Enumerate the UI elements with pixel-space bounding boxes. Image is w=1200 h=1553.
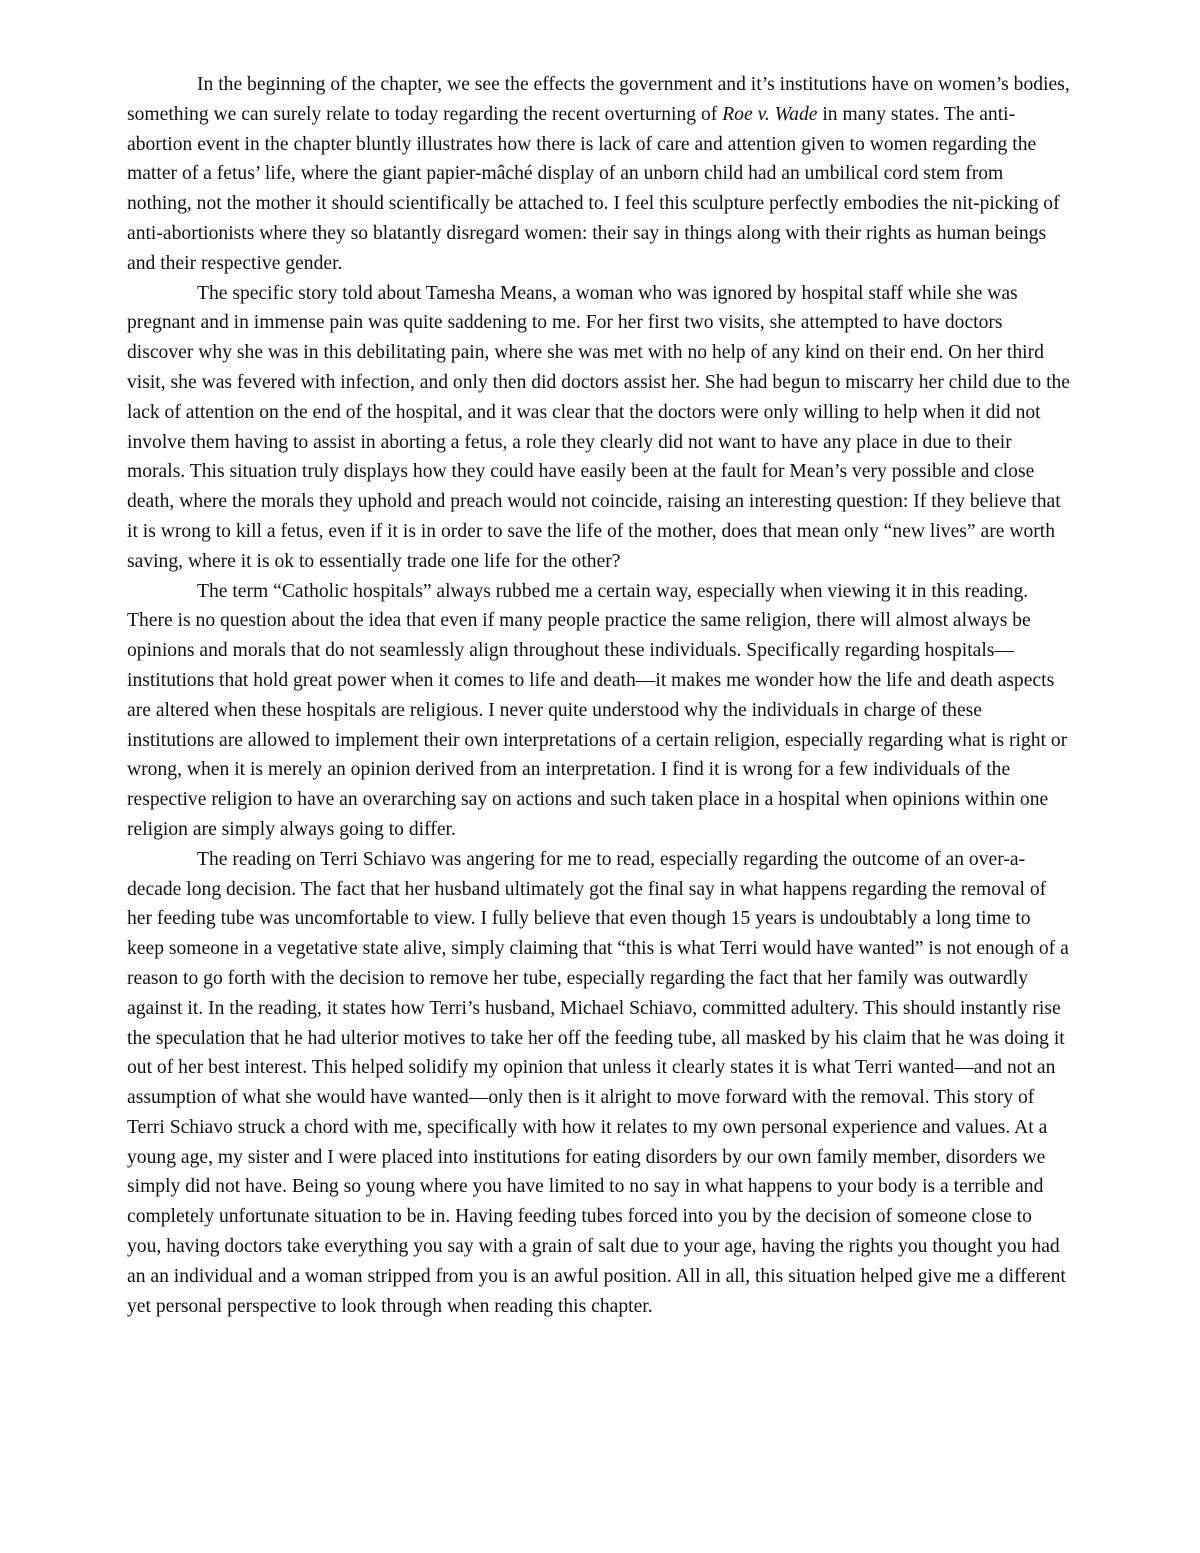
paragraph-tamesha-means: The specific story told about Tamesha Means, a woman who was ignored by hospital staff while she was pregnant and in immense pain was quite saddening to me. For her first two visits, she attempted to have doctors discover why she was in this debilitating pain, where she was met with no help of any kind on their end. On her third visit, she was fevered with infection, and only then did doctors assist her. She had begun to miscarry her child due to the lack of attention on the end of the hospital, and it was clear that the doctors were only willing to help when it did not involve them having to assist in aborting a fetus, a role they clearly did not want to have any place in due to their morals. This situation truly displays how they could have easily been at the fault for Mean’s very possible and close death, where the morals they uphold and preach would not coincide, raising an interesting question: If they believe that it is wrong to kill a fetus, even if it is in order to save the life of the mother, does that mean only “new lives” are worth saving, where it is ok to essentially trade one life for the other? bbox=[127, 282, 1071, 572]
paragraph-terri-schiavo: The reading on Terri Schiavo was angering for me to read, especially regarding the outcome of an over-a-decade long decision. The fact that her husband ultimately got the final say in what happens regarding the removal of her feeding tube was uncomfortable to view. I fully believe that even though 15 years is undoubtably a long time to keep someone in a vegetative state alive, simply claiming that “this is what Terri would have wanted” is not enough of a reason to go forth with the decision to remove her tube, especially regarding the fact that her family was outwardly against it. In the reading, it states how Terri’s husband, Michael Schiavo, committed adultery. This should instantly rise the speculation that he had ulterior motives to take her off the feeding tube, all masked by his claim that he was doing it out of her best interest. This helped solidify my opinion that unless it clearly states it is what Terri wanted—and not an assumption of what she would have wanted—only then is it alright to move forward with the removal. This story of Terri Schiavo struck a chord with me, specifically with how it relates to my own personal experience and values. At a young age, my sister and I were placed into institutions for eating disorders by our own family member, disorders we simply did not have. Being so young where you have limited to no say in what happens to your body is a terrible and completely unfortunate situation to be in. Having feeding tubes forced into you by the decision of someone close to you, having doctors take everything you say with a grain of salt due to your age, having the rights you thought you had an an individual and a woman stripped from you is an awful position. All in all, this situation helped give me a different yet personal perspective to look through when reading this chapter. bbox=[127, 848, 1069, 1317]
paragraph-catholic-hospitals: The term “Catholic hospitals” always rubbed me a certain way, especially when viewing it in this reading. There is no question about the idea that even if many people practice the same religion, there will almost always be opinions and morals that do not seamlessly align throughout these individuals. Specifically regarding hospitals—institutions that hold great power when it comes to life and death—it makes me wonder how the life and death aspects are altered when these hospitals are religious. I never quite understood why the individuals in charge of these institutions are allowed to implement their own interpretations of a certain religion, especially regarding what is right or wrong, when it is merely an opinion derived from an interpretation. I find it is wrong for a few individuals of the respective religion to have an overarching say on actions and such taken place in a hospital when opinions within one religion are simply always going to differ. bbox=[127, 580, 1068, 840]
case-name-italic: Roe v. Wade bbox=[722, 103, 818, 125]
paragraph-text: In the beginning of the chapter, we see the effects the government and it’s institutions have on women’s bodies, something we can surely relate to today regarding the recent overturning of bbox=[127, 74, 1070, 125]
paragraph-roe-v-wade bbox=[127, 70, 1070, 279]
paragraph-text: in many states. The anti-abortion event in the chapter bluntly illustrates how there is lack of care and attention given to women regarding the matter of a fetus’ life, where the giant papier-mâché display of an unborn child had an umbilical cord stem from nothing, not the mother it should scientifically be attached to. I feel this sculpture perfectly embodies the nit-picking of anti-abortionists where they so blatantly disregard women: their say in things along with their rights as human beings and their respective gender. bbox=[127, 103, 1060, 274]
